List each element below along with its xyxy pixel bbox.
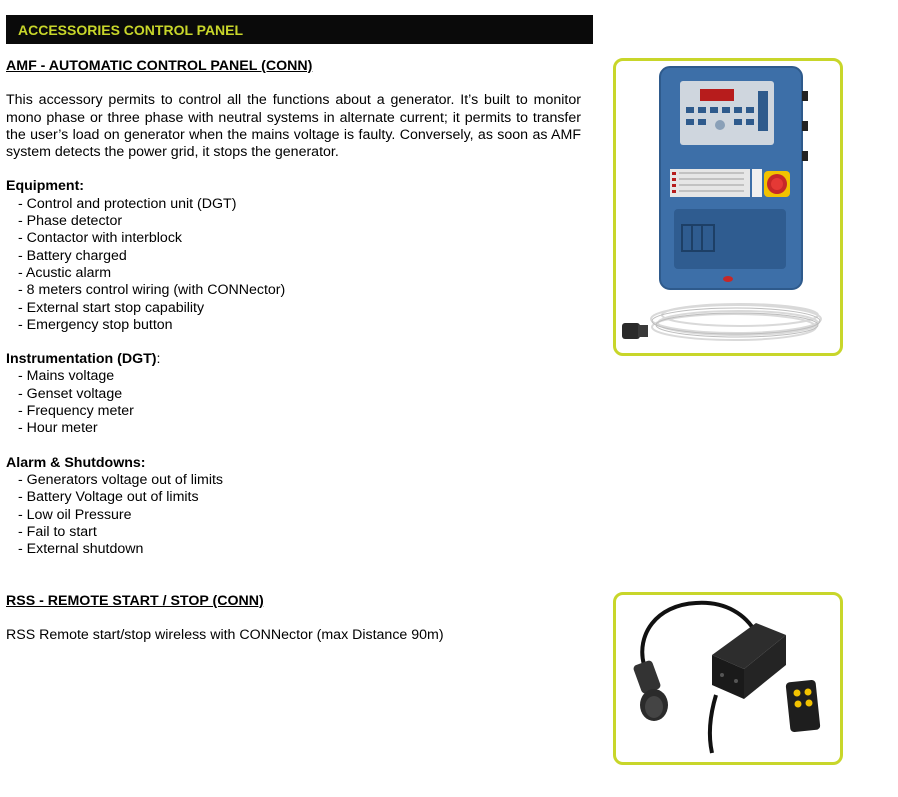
alarms-list: [6, 472, 581, 558]
instrumentation-colon: :: [156, 351, 161, 368]
rss-heading: RSS - REMOTE START / STOP (CONN): [6, 593, 264, 609]
remote-start-illustration: [616, 595, 840, 762]
list-item: - Phase detector: [18, 213, 123, 230]
section-banner: [6, 15, 593, 44]
amf-section: [6, 58, 581, 558]
list-item: - Contactor with interblock: [18, 230, 183, 247]
list-item: - Mains voltage: [18, 368, 115, 385]
list-item: - Low oil Pressure: [18, 506, 132, 523]
instrumentation-list: [6, 368, 581, 437]
equipment-list: [6, 196, 581, 334]
list-item: - Genset voltage: [18, 385, 123, 402]
list-item: - Acustic alarm: [18, 264, 112, 281]
amf-heading: AMF - AUTOMATIC CONTROL PANEL (CONN): [6, 58, 313, 74]
rss-remote-image: [613, 592, 843, 765]
list-item: - Fail to start: [18, 523, 97, 540]
banner-title: ACCESSORIES CONTROL PANEL: [18, 21, 244, 38]
list-item: - Battery charged: [18, 247, 127, 264]
list-item: - External start stop capability: [18, 299, 205, 316]
rss-section: [6, 593, 581, 645]
equipment-label: Equipment:: [6, 178, 85, 195]
amf-description: This accessory permits to control all the functions about a generator. It’s built to monitor mono phase or three phase with neutral systems in alternate current; it permits to transfer the user’s load on generator when the mains voltage is faulty. Conversely, as soon as AMF system detects the power grid, it stops the generator.: [6, 92, 581, 161]
list-item: - Frequency meter: [18, 403, 134, 420]
control-panel-illustration: [616, 61, 840, 353]
rss-description: RSS Remote start/stop wireless with CONNector (max Distance 90m): [6, 627, 444, 644]
instrumentation-label-row: [6, 351, 581, 368]
list-item: - Generators voltage out of limits: [18, 471, 224, 488]
list-item: - Battery Voltage out of limits: [18, 489, 199, 506]
amf-panel-image: [613, 58, 843, 356]
list-item: - External shutdown: [18, 541, 144, 558]
list-item: - 8 meters control wiring (with CONNector): [18, 282, 286, 299]
alarms-label: Alarm & Shutdowns:: [6, 454, 146, 471]
list-item: - Hour meter: [18, 420, 98, 437]
instrumentation-label: Instrumentation (DGT): [6, 351, 157, 368]
list-item: - Control and protection unit (DGT): [18, 195, 237, 212]
list-item: - Emergency stop button: [18, 316, 173, 333]
